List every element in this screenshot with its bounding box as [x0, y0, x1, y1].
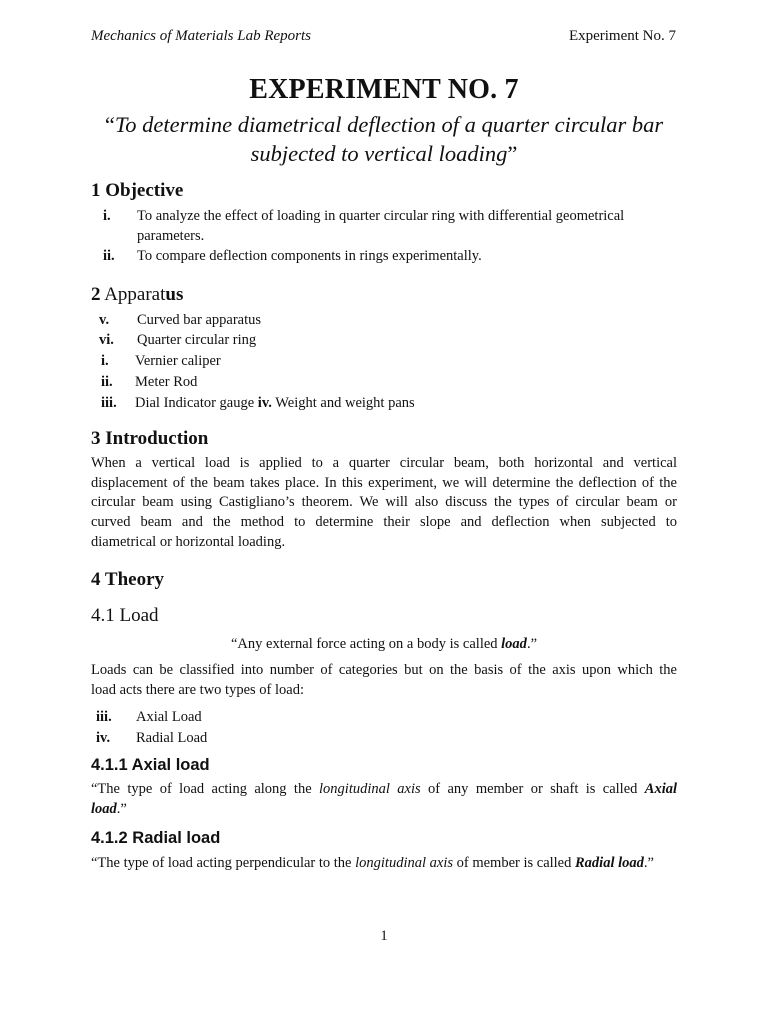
page-title: EXPERIMENT NO. 7 — [249, 74, 519, 105]
section-heading-apparatus: 2 Apparatus — [91, 284, 184, 305]
load-definition: “Any external force acting on a body is called load.” — [231, 636, 537, 652]
load-paragraph: Loads can be classified into number of categories but on the basis of the axis upon which the load acts there are two types of load: — [91, 662, 677, 698]
list-item: v. Curved bar apparatus — [99, 312, 262, 328]
page-number: 1 — [380, 928, 388, 944]
aim-text: To determine diametrical deflection of a quarter circular bar subjected to vertical loading — [114, 112, 664, 166]
list-item: i. To analyze the effect of loading in quarter circular ring with differential geometrical — [103, 208, 625, 224]
running-header-experiment: Experiment No. 7 — [568, 28, 676, 44]
radial-definition: “The type of load acting perpendicular to the longitudinal axis of member is called Radial load.” — [91, 855, 654, 871]
axial-definition: “The type of load acting along the longitudinal axis of any member or shaft is called Axial load.” — [91, 781, 678, 817]
list-item: iv. Radial Load — [96, 730, 208, 746]
list-item: ii. To compare deflection components in rings experimentally. — [103, 248, 482, 264]
subsection-heading-load: 4.1 Load — [91, 605, 159, 626]
subsubsection-heading-radial: 4.1.2 Radial load — [91, 829, 221, 847]
list-item: i. Vernier caliper — [101, 353, 221, 369]
experiment-aim: “To determine diametrical deflection of a quarter circular bar subjected to vertical loading” — [104, 112, 664, 166]
list-item: iii. Axial Load — [96, 709, 202, 725]
list-item: vi. Quarter circular ring — [99, 332, 257, 348]
subsubsection-heading-axial: 4.1.1 Axial load — [91, 756, 210, 774]
section-heading-introduction: 3 Introduction — [91, 428, 209, 449]
section-heading-objective: 1 Objective — [91, 180, 184, 201]
introduction-paragraph: When a vertical load is applied to a quarter circular beam, both horizontal and vertical displacement of the beam takes place. In this experiment, we will determine the deflection of the circular beam using Castigliano’s theorem. We will also discuss the types of circular beam or curved beam and the method to determine their slope and deflection when subjected to diametrical or horizontal loading. — [91, 455, 677, 550]
list-item: ii. Meter Rod — [101, 374, 198, 390]
list-item: iii. Dial Indicator gauge iv. Weight and weight pans — [101, 395, 415, 411]
running-header-title: Mechanics of Materials Lab Reports — [91, 28, 311, 44]
section-heading-theory: 4 Theory — [91, 569, 165, 590]
list-item-continuation: parameters. — [137, 228, 205, 244]
